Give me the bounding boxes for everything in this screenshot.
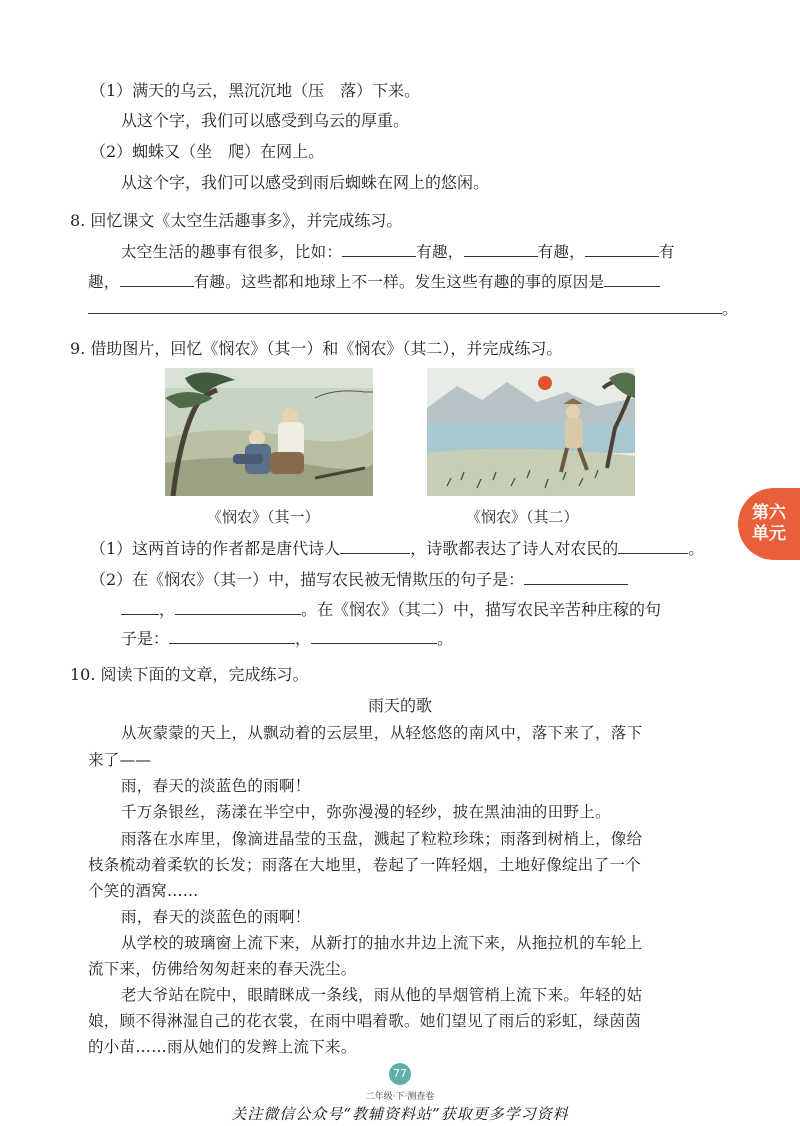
q8-end-mark: 。: [722, 299, 739, 318]
q9-blank-2d[interactable]: [169, 627, 295, 644]
q9-heading: 9. 借助图片，回忆《悯农》（其一）和《悯农》（其二），并完成练习。: [70, 339, 563, 358]
article-line: 娘，顾不得淋湿自己的花衣裳，在雨中唱着歌。她们望见了雨后的彩虹，绿茵茵: [88, 1012, 642, 1030]
caption-poem-2: 《悯农》（其二）: [466, 508, 579, 526]
page-number-badge: 77: [389, 1063, 411, 1085]
article-line: 从灰蒙蒙的天上，从飘动着的云层里，从轻悠悠的南风中，落下来了，落下: [121, 724, 643, 742]
q8-blank-3[interactable]: [585, 240, 659, 257]
article-line: 从学校的玻璃窗上流下来，从新打的抽水井边上流下来，从拖拉机的车轮上: [121, 934, 643, 952]
article-line: 流下来，仿佛给匆匆赶来的春天洗尘。: [88, 960, 357, 978]
q9-blank-2b[interactable]: [121, 598, 159, 615]
watermark-note: 关注微信公众号“教辅资料站”获取更多学习资料: [231, 1105, 569, 1123]
article-line: 老大爷站在院中，眼睛眯成一条线，雨从他的旱烟管梢上流下来。年轻的姑: [121, 986, 643, 1004]
caption-poem-1: 《悯农》（其一）: [207, 508, 320, 526]
q8-blank-4[interactable]: [120, 270, 194, 287]
farmer-in-field-image: [427, 368, 635, 496]
q9-blank-2e[interactable]: [311, 627, 437, 644]
article-line: 枝条梳动着柔软的长发；雨落在大地里，卷起了一阵轻烟，土地好像绽出了一个: [88, 856, 642, 874]
q7-line3: （2）蜘蛛又（坐 爬）在网上。: [90, 142, 325, 161]
q7-line1: （1）满天的乌云，黑沉沉地（压 落）下来。: [90, 81, 421, 100]
unit-tab-line2: 单元: [752, 524, 786, 544]
article-line: 雨，春天的淡蓝色的雨啊！: [121, 777, 311, 795]
q9-blank-2a[interactable]: [524, 568, 628, 585]
illustration-minnong-1: [165, 368, 373, 496]
q8-blank-1[interactable]: [342, 240, 416, 257]
unit-tab: [738, 488, 800, 560]
q8-heading: 8. 回忆课文《太空生活趣事多》，并完成练习。: [70, 211, 403, 230]
q8-line2: 趣， 有趣。这些都和地球上不一样。发生这些有趣的事的原因是: [88, 270, 660, 293]
q8-line1: 太空生活的趣事有很多，比如： 有趣， 有趣， 有: [121, 240, 675, 263]
q8-blank-5[interactable]: [604, 270, 660, 287]
q9-blank-feeling[interactable]: [618, 537, 688, 554]
unit-tab-line1: 第六: [752, 503, 786, 523]
article-line: 雨，春天的淡蓝色的雨啊！: [121, 908, 311, 926]
book-label: 二年级·下·测查卷: [365, 1092, 435, 1102]
q8-answer-line[interactable]: [88, 313, 722, 314]
article-line: 雨落在水库里，像滴进晶莹的玉盘，溅起了粒粒珍珠；雨落到树梢上，像给: [121, 830, 643, 848]
article-line: 来了——: [88, 751, 152, 769]
illustration-minnong-2: [427, 368, 635, 496]
farmers-painting-image: [165, 368, 373, 496]
q9-blank-2c[interactable]: [175, 598, 301, 615]
q8-blank-2[interactable]: [464, 240, 538, 257]
q9-part1: （1）这两首诗的作者都是唐代诗人 ，诗歌都表达了诗人对农民的 。: [90, 539, 705, 558]
article-line: 的小苗……雨从她们的发辫上流下来。: [88, 1038, 357, 1056]
article-title: 雨天的歌: [367, 696, 432, 715]
q9-blank-poet[interactable]: [340, 537, 410, 554]
q10-heading: 10. 阅读下面的文章，完成练习。: [70, 665, 309, 684]
article-line: 个笑的酒窝……: [88, 882, 199, 900]
q7-line2: 从这个字，我们可以感受到乌云的厚重。: [121, 111, 410, 130]
q9-part2-line3: 子是： ， 。: [121, 629, 454, 648]
q9-part2-line1: （2）在《悯农》（其一）中，描写农民被无情欺压的句子是：: [90, 568, 628, 591]
q9-part2-line2: ， 。在《悯农》（其二）中，描写农民辛苦种庄稼的句: [121, 598, 661, 621]
article-line: 千万条银丝，荡漾在半空中，弥弥漫漫的轻纱，披在黑油油的田野上。: [121, 803, 611, 821]
q7-line4: 从这个字，我们可以感受到雨后蜘蛛在网上的悠闲。: [121, 173, 490, 192]
